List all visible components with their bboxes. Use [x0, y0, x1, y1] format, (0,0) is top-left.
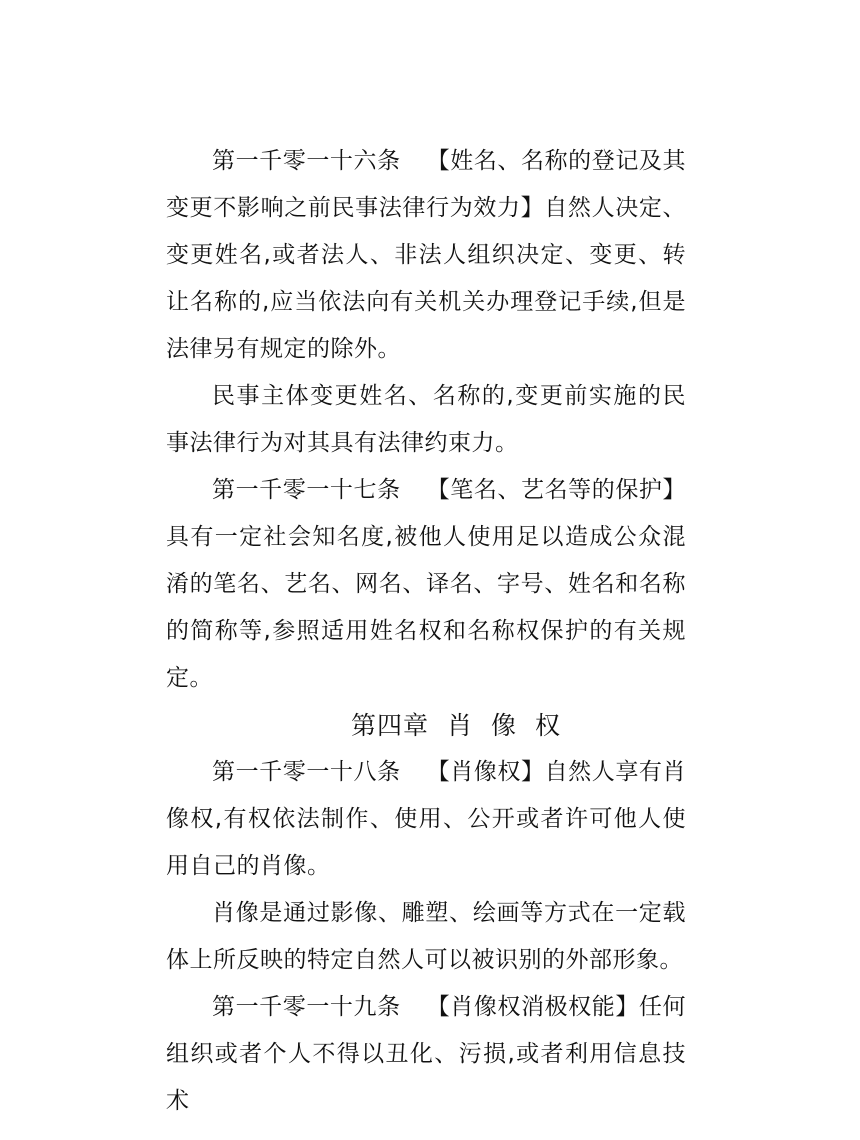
paragraph-text: 肖像是通过影像、雕塑、绘画等方式在一定载体上所反映的特定自然人可以被识别的外部形象。	[166, 900, 686, 973]
document-page	[166, 138, 686, 1125]
article-1016-paragraph-2	[166, 373, 686, 467]
article-number: 第一千零一十七条	[212, 477, 401, 503]
article-number: 第一千零一十六条	[212, 148, 401, 174]
article-1017-paragraph	[166, 467, 686, 702]
article-1018-paragraph	[166, 749, 686, 890]
article-number: 第一千零一十九条	[212, 994, 401, 1020]
paragraph-text: 民事主体变更姓名、名称的,变更前实施的民事法律行为对其具有法律约束力。	[166, 383, 686, 456]
chapter-heading	[166, 702, 686, 749]
article-number: 第一千零一十八条	[212, 759, 401, 785]
article-1016-paragraph	[166, 138, 686, 373]
article-1018-paragraph-2	[166, 890, 686, 984]
article-1019-paragraph	[166, 984, 686, 1125]
chapter-title-char: 权	[535, 711, 562, 740]
chapter-title-char: 肖	[446, 711, 473, 740]
chapter-title-char: 像	[491, 711, 518, 740]
article-text: 【姓名、名称的登记及其变更不影响之前民事法律行为效力】自然人决定、变更姓名,或者法人、非法人组织决定、变更、转让名称的,应当依法向有关机关办理登记手续,但是法律另有规定的除外。	[166, 148, 687, 362]
article-text: 【肖像权】自然人享有肖像权,有权依法制作、使用、公开或者许可他人使用自己的肖像。	[166, 759, 687, 879]
article-text: 【笔名、艺名等的保护】具有一定社会知名度,被他人使用足以造成公众混淆的笔名、艺名、网名、译名、字号、姓名和名称的简称等,参照适用姓名权和名称权保护的有关规定。	[166, 477, 687, 691]
chapter-number: 第四章	[350, 711, 429, 740]
article-text: 【肖像权消极权能】任何组织或者个人不得以丑化、污损,或者利用信息技术	[166, 994, 687, 1114]
